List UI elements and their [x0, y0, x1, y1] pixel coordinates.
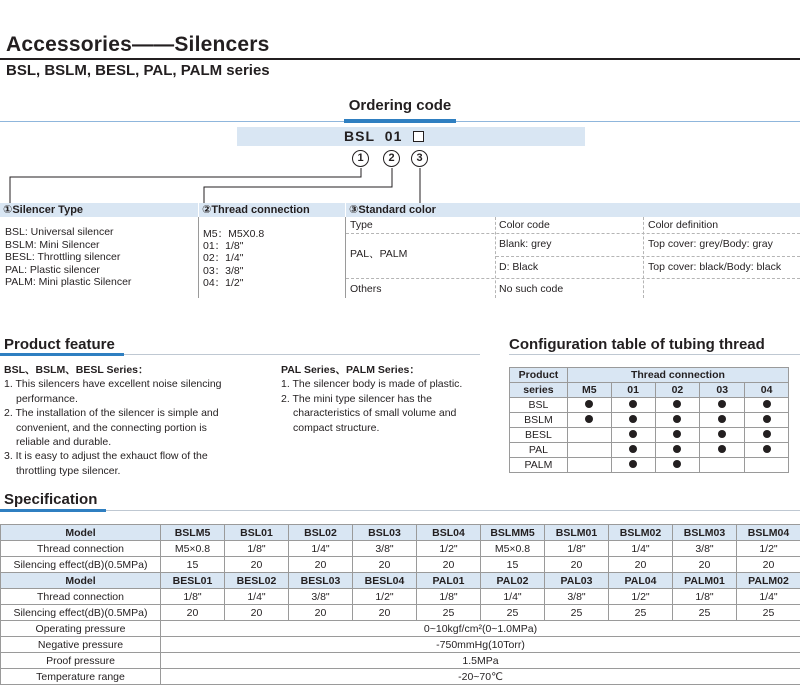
color-table-divider — [495, 217, 496, 298]
spec-row-label: Operating pressure — [1, 621, 161, 637]
spec-cell: 1/4" — [609, 541, 673, 557]
spec-cell: 20 — [353, 605, 417, 621]
availability-dot-icon — [673, 415, 681, 423]
config-head-thread: Thread connection — [567, 368, 788, 383]
ordering-code-number: 01 — [384, 128, 403, 144]
spec-cell: 3/8" — [289, 589, 353, 605]
availability-dot-icon — [629, 445, 637, 453]
spec-cell: 25 — [673, 605, 737, 621]
spec-merged-row — [1, 669, 800, 685]
spec-row-label: Thread connection — [1, 541, 161, 557]
spec-cell: 20 — [289, 557, 353, 573]
spec-cell: PAL03 — [545, 573, 609, 589]
product-feature-title: Product feature — [4, 336, 115, 353]
feature-left-block — [4, 363, 274, 478]
config-col-head: 02 — [655, 383, 700, 398]
spec-merged-value: 0~10kgf/cm²(0~1.0MPa) — [161, 621, 800, 637]
spec-cell: 1/8" — [225, 541, 289, 557]
spec-cell: 3/8" — [545, 589, 609, 605]
spec-cell: 25 — [481, 605, 545, 621]
color-table-pal-type: PAL、PALM — [350, 248, 408, 260]
spec-cell: BSL02 — [289, 525, 353, 541]
silencer-type-item: PALM: Mini plastic Silencer — [5, 276, 132, 288]
config-series-cell: BSLM — [510, 413, 568, 428]
silencer-type-item: BSLM: Mini Silencer — [5, 238, 100, 251]
feature-line: 1. The silencer body is made of plastic. — [281, 378, 463, 391]
spec-cell: M5×0.8 — [161, 541, 225, 557]
config-dot-cell — [700, 398, 745, 413]
spec-cell: 15 — [481, 557, 545, 573]
availability-dot-icon — [629, 460, 637, 468]
color-table-others-code: No such code — [499, 283, 564, 295]
spec-cell: PALM02 — [737, 573, 800, 589]
thread-connection-header — [199, 203, 345, 217]
spec-cell: 1/2" — [417, 541, 481, 557]
availability-dot-icon — [763, 445, 771, 453]
availability-dot-icon — [763, 430, 771, 438]
spec-cell: 20 — [417, 557, 481, 573]
config-dot-cell — [655, 413, 700, 428]
spec-cell: 1/8" — [161, 589, 225, 605]
ordering-code-connectors — [0, 0, 800, 220]
config-row — [510, 413, 789, 428]
silencer-type-item: BSL: Universal silencer — [5, 226, 114, 238]
config-table-body — [510, 398, 789, 473]
spec-cell: PAL01 — [417, 573, 481, 589]
feature-line: 2. The installation of the silencer is simple and — [4, 407, 219, 420]
availability-dot-icon — [629, 430, 637, 438]
feature-line: 1. This silencers have excellent noise silencing — [4, 378, 222, 391]
page-title: Accessories——Silencers — [6, 33, 270, 56]
spec-data-row — [1, 589, 800, 605]
spec-row-label: Silencing effect(dB)(0.5MPa) — [1, 605, 161, 621]
spec-row-label: Silencing effect(dB)(0.5MPa) — [1, 557, 161, 573]
color-table-code-head: Color code — [499, 219, 550, 231]
spec-cell: 20 — [225, 557, 289, 573]
feature-right-block — [281, 363, 481, 435]
config-row — [510, 428, 789, 443]
feature-line: characteristics of small volume and — [293, 407, 457, 420]
config-dot-cell — [655, 428, 700, 443]
feature-line: 3. It is easy to adjust the exhauct flow of the — [4, 450, 208, 463]
availability-dot-icon — [763, 400, 771, 408]
config-dot-cell — [745, 428, 789, 443]
spec-cell: BSLM04 — [737, 525, 800, 541]
feature-right-heading: PAL Series、PALM Series： — [281, 364, 420, 376]
spec-data-row — [1, 557, 800, 573]
spec-cell: 3/8" — [353, 541, 417, 557]
silencer-type-header — [0, 203, 198, 217]
config-dot-cell — [745, 443, 789, 458]
spec-cell: 20 — [737, 557, 800, 573]
config-dot-cell — [567, 458, 611, 473]
spec-cell: 1/8" — [545, 541, 609, 557]
availability-dot-icon — [718, 445, 726, 453]
spec-cell: BSL01 — [225, 525, 289, 541]
section-rule — [509, 354, 800, 355]
spec-cell: PALM01 — [673, 573, 737, 589]
config-dot-cell — [700, 413, 745, 428]
spec-cell: BSLM02 — [609, 525, 673, 541]
spec-cell: 1/2" — [353, 589, 417, 605]
silencer-type-num: ① — [3, 204, 13, 216]
config-dot-cell — [655, 443, 700, 458]
standard-color-num: ③ — [349, 204, 359, 216]
spec-cell: 1/4" — [289, 541, 353, 557]
config-dot-cell — [611, 443, 655, 458]
spec-cell: 20 — [289, 605, 353, 621]
silencer-type-item: PAL: Plastic silencer — [5, 263, 100, 276]
color-table-rule — [346, 278, 800, 279]
color-def-d: Top cover: black/Body: black — [648, 261, 782, 273]
config-dot-cell — [700, 428, 745, 443]
config-col-head: M5 — [567, 383, 611, 398]
feature-line: reliable and durable. — [16, 436, 112, 449]
spec-merged-row — [1, 621, 800, 637]
spec-row-label: Thread connection — [1, 589, 161, 605]
spec-cell: 25 — [545, 605, 609, 621]
config-dot-cell — [745, 413, 789, 428]
config-col-head: 01 — [611, 383, 655, 398]
config-dot-cell — [611, 458, 655, 473]
color-code-d: D: Black — [499, 261, 539, 273]
thread-item: 01：1/8" — [203, 240, 244, 253]
config-dot-cell — [611, 398, 655, 413]
availability-dot-icon — [718, 430, 726, 438]
config-series-cell: PAL — [510, 443, 568, 458]
config-row — [510, 443, 789, 458]
spec-cell: BESL02 — [225, 573, 289, 589]
silencer-type-title: Silencer Type — [12, 204, 84, 216]
availability-dot-icon — [673, 460, 681, 468]
standard-color-title: Standard color — [358, 204, 436, 216]
config-row — [510, 458, 789, 473]
config-dot-cell — [700, 443, 745, 458]
config-col-head: 03 — [700, 383, 745, 398]
config-series-cell: BSL — [510, 398, 568, 413]
spec-cell: BSLMM5 — [481, 525, 545, 541]
spec-cell: BSLM01 — [545, 525, 609, 541]
position-3-marker: 3 — [411, 150, 428, 167]
page-subtitle: BSL, BSLM, BESL, PAL, PALM series — [6, 62, 270, 79]
thread-item: 02：1/4" — [203, 252, 244, 265]
config-dot-cell — [655, 398, 700, 413]
spec-cell: BESL04 — [353, 573, 417, 589]
column-separator — [198, 217, 199, 298]
spec-data-row — [1, 541, 800, 557]
spec-cell: 25 — [737, 605, 800, 621]
availability-dot-icon — [718, 415, 726, 423]
config-dot-cell — [745, 398, 789, 413]
ordering-code-title: Ordering code — [348, 97, 452, 114]
feature-line: compact structure. — [293, 421, 380, 434]
silencer-type-item: BESL: Throttling silencer — [5, 251, 121, 263]
spec-cell: 20 — [353, 557, 417, 573]
spec-row-label: Model — [1, 525, 161, 541]
thread-item: 04：1/2" — [203, 276, 244, 289]
color-table-others-type: Others — [350, 283, 382, 295]
spec-model-row — [1, 573, 800, 589]
spec-cell: 25 — [417, 605, 481, 621]
availability-dot-icon — [629, 415, 637, 423]
section-accent — [0, 353, 124, 356]
config-row — [510, 398, 789, 413]
spec-cell: 20 — [161, 605, 225, 621]
spec-cell: PAL04 — [609, 573, 673, 589]
position-2-marker: 2 — [383, 150, 400, 167]
spec-cell: BESL03 — [289, 573, 353, 589]
config-dot-cell — [611, 428, 655, 443]
spec-merged-row — [1, 653, 800, 669]
config-series-cell: PALM — [510, 458, 568, 473]
config-dot-cell — [611, 413, 655, 428]
availability-dot-icon — [718, 400, 726, 408]
config-dot-cell — [567, 413, 611, 428]
column-separator — [345, 217, 346, 298]
spec-row-label: Proof pressure — [1, 653, 161, 669]
spec-cell: 1/8" — [673, 589, 737, 605]
spec-row-label: Temperature range — [1, 669, 161, 685]
config-series-cell: BESL — [510, 428, 568, 443]
spec-merged-row — [1, 637, 800, 653]
specification-table — [0, 524, 800, 685]
config-dot-cell — [700, 458, 745, 473]
thread-connection-title: Thread connection — [211, 204, 310, 216]
spec-cell: 1/2" — [737, 541, 800, 557]
availability-dot-icon — [763, 415, 771, 423]
spec-cell: 25 — [609, 605, 673, 621]
config-col-head: 04 — [745, 383, 789, 398]
config-head-product: Product — [510, 368, 568, 383]
availability-dot-icon — [585, 415, 593, 423]
spec-merged-value: 1.5MPa — [161, 653, 800, 669]
availability-dot-icon — [673, 430, 681, 438]
config-head-series: series — [510, 383, 568, 398]
color-table-divider — [643, 217, 644, 298]
color-code-blank: Blank: grey — [499, 238, 552, 250]
availability-dot-icon — [585, 400, 593, 408]
spec-cell: 1/4" — [481, 589, 545, 605]
color-table-type-head: Type — [350, 219, 373, 231]
spec-cell: 20 — [673, 557, 737, 573]
thread-item: M5：M5X0.8 — [203, 228, 265, 240]
spec-cell: 1/8" — [417, 589, 481, 605]
feature-line: performance. — [16, 392, 78, 405]
availability-dot-icon — [629, 400, 637, 408]
feature-left-heading: BSL、BSLM、BESL Series： — [4, 364, 149, 376]
section-rule — [124, 354, 480, 355]
silencer-type-list — [5, 226, 131, 289]
spec-cell: BSL03 — [353, 525, 417, 541]
color-table-rule — [346, 233, 800, 234]
spec-row-label: Negative pressure — [1, 637, 161, 653]
config-table-title: Configuration table of tubing thread — [509, 336, 765, 353]
config-dot-cell — [745, 458, 789, 473]
spec-merged-value: -750mmHg(10Torr) — [161, 637, 800, 653]
spec-cell: BSL04 — [417, 525, 481, 541]
spec-cell: 15 — [161, 557, 225, 573]
spec-model-row — [1, 525, 800, 541]
config-dot-cell — [567, 443, 611, 458]
spec-cell: M5×0.8 — [481, 541, 545, 557]
thread-list — [203, 228, 264, 289]
color-table-rule — [496, 256, 800, 257]
spec-cell: 3/8" — [673, 541, 737, 557]
spec-cell: 1/4" — [225, 589, 289, 605]
spec-cell: BESL01 — [161, 573, 225, 589]
config-table — [509, 367, 789, 473]
feature-line: 2. The mini type silencer has the — [281, 392, 432, 405]
feature-line: convenient, and the connecting portion is — [16, 421, 207, 434]
thread-item: 03：3/8" — [203, 264, 244, 277]
section-accent — [0, 509, 106, 512]
spec-cell: 20 — [225, 605, 289, 621]
spec-data-row — [1, 605, 800, 621]
feature-line: throttling type silencer. — [16, 464, 121, 477]
specification-title: Specification — [4, 491, 98, 508]
spec-row-label: Model — [1, 573, 161, 589]
thread-connection-num: ② — [202, 204, 212, 216]
spec-cell: BSLM03 — [673, 525, 737, 541]
color-table-def-head: Color definition — [648, 219, 719, 231]
color-def-blank: Top cover: grey/Body: gray — [648, 238, 773, 250]
spec-cell: 1/4" — [737, 589, 800, 605]
standard-color-header — [346, 203, 800, 217]
section-rule — [106, 510, 800, 511]
config-dot-cell — [655, 458, 700, 473]
ordering-code-series: BSL — [344, 128, 375, 144]
spec-merged-value: -20~70℃ — [161, 669, 800, 685]
spec-cell: 20 — [609, 557, 673, 573]
config-dot-cell — [567, 398, 611, 413]
availability-dot-icon — [673, 445, 681, 453]
spec-cell: 20 — [545, 557, 609, 573]
spec-cell: 1/2" — [609, 589, 673, 605]
specification-table-body — [1, 525, 800, 685]
position-1-marker: 1 — [352, 150, 369, 167]
spec-cell: PAL02 — [481, 573, 545, 589]
availability-dot-icon — [673, 400, 681, 408]
config-dot-cell — [567, 428, 611, 443]
spec-cell: BSLM5 — [161, 525, 225, 541]
